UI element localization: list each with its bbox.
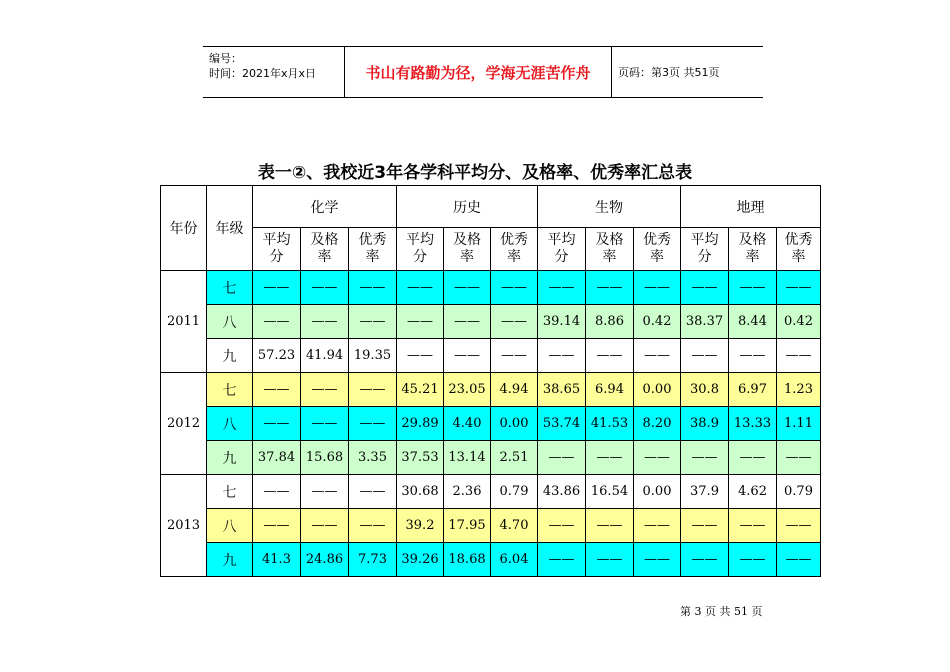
header-motto: 书山有路勤为径，学海无涯苦作舟 bbox=[345, 47, 612, 97]
value-cell: 39.26 bbox=[397, 543, 444, 577]
value-cell: —— bbox=[349, 407, 397, 441]
value-cell: —— bbox=[777, 339, 821, 373]
grade-cell: 八 bbox=[207, 305, 253, 339]
table-row bbox=[161, 339, 821, 373]
year-cell: 2013 bbox=[161, 475, 207, 577]
value-cell: —— bbox=[729, 339, 777, 373]
metric-header bbox=[729, 228, 777, 271]
value-cell: 39.14 bbox=[538, 305, 586, 339]
value-cell: 4.62 bbox=[729, 475, 777, 509]
value-cell: 6.04 bbox=[491, 543, 538, 577]
value-cell: —— bbox=[444, 305, 491, 339]
value-cell: 4.40 bbox=[444, 407, 491, 441]
year-cell: 2011 bbox=[161, 271, 207, 373]
metric-header-row bbox=[161, 228, 821, 271]
value-cell: 0.00 bbox=[491, 407, 538, 441]
table-body bbox=[161, 271, 821, 577]
grade-header: 年级 bbox=[207, 186, 253, 271]
grade-cell: 七 bbox=[207, 475, 253, 509]
value-cell: —— bbox=[349, 305, 397, 339]
value-cell: 2.51 bbox=[491, 441, 538, 475]
metric-header bbox=[586, 228, 634, 271]
value-cell: 41.94 bbox=[301, 339, 349, 373]
value-cell: —— bbox=[729, 441, 777, 475]
value-cell: —— bbox=[397, 339, 444, 373]
value-cell: 2.36 bbox=[444, 475, 491, 509]
grade-cell: 八 bbox=[207, 509, 253, 543]
metric-header-line: 平均 bbox=[690, 232, 719, 248]
metric-header-line: 平均 bbox=[547, 232, 576, 248]
value-cell: —— bbox=[301, 475, 349, 509]
value-cell: 38.9 bbox=[681, 407, 729, 441]
metric-header bbox=[397, 228, 444, 271]
number-label: 编号： bbox=[209, 52, 242, 65]
value-cell: 37.9 bbox=[681, 475, 729, 509]
metric-header-line: 优秀 bbox=[784, 232, 813, 248]
value-cell: —— bbox=[538, 271, 586, 305]
value-cell: —— bbox=[681, 509, 729, 543]
metric-header-line: 分 bbox=[269, 249, 284, 265]
value-cell: —— bbox=[586, 543, 634, 577]
value-cell: 13.14 bbox=[444, 441, 491, 475]
table-row bbox=[161, 407, 821, 441]
value-cell: 29.89 bbox=[397, 407, 444, 441]
table-title: 表一②、我校近3年各学科平均分、及格率、优秀率汇总表 bbox=[257, 163, 693, 183]
value-cell: 4.70 bbox=[491, 509, 538, 543]
header-meta bbox=[203, 47, 345, 97]
value-cell: 8.20 bbox=[634, 407, 681, 441]
metric-header-line: 及格 bbox=[595, 232, 624, 248]
value-cell: —— bbox=[538, 339, 586, 373]
metric-header-line: 率 bbox=[602, 249, 617, 265]
value-cell: 17.95 bbox=[444, 509, 491, 543]
table-row bbox=[161, 509, 821, 543]
value-cell: 41.3 bbox=[253, 543, 301, 577]
metric-header bbox=[634, 228, 681, 271]
subject-header: 地理 bbox=[681, 186, 821, 228]
value-cell: —— bbox=[729, 509, 777, 543]
metric-header-line: 及格 bbox=[310, 232, 339, 248]
grade-cell: 七 bbox=[207, 271, 253, 305]
value-cell: —— bbox=[634, 339, 681, 373]
table-row bbox=[161, 543, 821, 577]
value-cell: —— bbox=[444, 339, 491, 373]
value-cell: 41.53 bbox=[586, 407, 634, 441]
value-cell: —— bbox=[301, 373, 349, 407]
value-cell: —— bbox=[586, 441, 634, 475]
value-cell: 37.53 bbox=[397, 441, 444, 475]
value-cell: 18.68 bbox=[444, 543, 491, 577]
metric-header-line: 率 bbox=[365, 249, 380, 265]
metric-header-line: 率 bbox=[745, 249, 760, 265]
value-cell: —— bbox=[586, 509, 634, 543]
table-row bbox=[161, 441, 821, 475]
value-cell: 30.8 bbox=[681, 373, 729, 407]
value-cell: —— bbox=[397, 271, 444, 305]
value-cell: —— bbox=[634, 509, 681, 543]
value-cell: —— bbox=[777, 441, 821, 475]
value-cell: —— bbox=[586, 271, 634, 305]
grade-cell: 九 bbox=[207, 543, 253, 577]
value-cell: —— bbox=[253, 271, 301, 305]
metric-header bbox=[444, 228, 491, 271]
value-cell: —— bbox=[681, 271, 729, 305]
value-cell: —— bbox=[444, 271, 491, 305]
value-cell: —— bbox=[634, 271, 681, 305]
subject-header: 历史 bbox=[397, 186, 538, 228]
value-cell: 39.2 bbox=[397, 509, 444, 543]
metric-header-line: 率 bbox=[650, 249, 664, 265]
value-cell: 6.94 bbox=[586, 373, 634, 407]
subject-header: 生物 bbox=[538, 186, 681, 228]
value-cell: —— bbox=[729, 543, 777, 577]
year-header: 年份 bbox=[161, 186, 207, 271]
value-cell: 45.21 bbox=[397, 373, 444, 407]
value-cell: —— bbox=[301, 407, 349, 441]
metric-header-line: 优秀 bbox=[643, 232, 671, 248]
value-cell: —— bbox=[538, 441, 586, 475]
value-cell: —— bbox=[538, 543, 586, 577]
metric-header-line: 率 bbox=[507, 249, 521, 265]
value-cell: 0.00 bbox=[634, 475, 681, 509]
value-cell: —— bbox=[777, 509, 821, 543]
metric-header-line: 及格 bbox=[738, 232, 767, 248]
table-row bbox=[161, 305, 821, 339]
metric-header-line: 分 bbox=[697, 249, 712, 265]
metric-header bbox=[349, 228, 397, 271]
metric-header bbox=[491, 228, 538, 271]
value-cell: —— bbox=[634, 441, 681, 475]
value-cell: 23.05 bbox=[444, 373, 491, 407]
metric-header-line: 优秀 bbox=[358, 232, 387, 248]
page-footer: 第 3 页 共 51 页 bbox=[680, 605, 763, 618]
value-cell: —— bbox=[349, 271, 397, 305]
value-cell: 1.23 bbox=[777, 373, 821, 407]
value-cell: 24.86 bbox=[301, 543, 349, 577]
table-row bbox=[161, 271, 821, 305]
value-cell: —— bbox=[349, 475, 397, 509]
value-cell: 3.35 bbox=[349, 441, 397, 475]
metric-header bbox=[538, 228, 586, 271]
value-cell: —— bbox=[253, 475, 301, 509]
value-cell: —— bbox=[253, 373, 301, 407]
value-cell: —— bbox=[777, 543, 821, 577]
metric-header-line: 分 bbox=[413, 249, 427, 265]
metric-header-line: 分 bbox=[554, 249, 569, 265]
grade-cell: 九 bbox=[207, 339, 253, 373]
value-cell: 0.79 bbox=[777, 475, 821, 509]
value-cell: —— bbox=[301, 509, 349, 543]
value-cell: 19.35 bbox=[349, 339, 397, 373]
value-cell: 15.68 bbox=[301, 441, 349, 475]
value-cell: 38.65 bbox=[538, 373, 586, 407]
value-cell: —— bbox=[586, 339, 634, 373]
value-cell: 43.86 bbox=[538, 475, 586, 509]
value-cell: —— bbox=[729, 271, 777, 305]
value-cell: 30.68 bbox=[397, 475, 444, 509]
value-cell: —— bbox=[397, 305, 444, 339]
metric-header-line: 平均 bbox=[262, 232, 291, 248]
metric-header-line: 平均 bbox=[406, 232, 434, 248]
metric-header bbox=[777, 228, 821, 271]
value-cell: 0.00 bbox=[634, 373, 681, 407]
year-cell: 2012 bbox=[161, 373, 207, 475]
value-cell: 0.79 bbox=[491, 475, 538, 509]
summary-table bbox=[160, 185, 821, 577]
value-cell: —— bbox=[301, 305, 349, 339]
value-cell: 13.33 bbox=[729, 407, 777, 441]
metric-header-line: 率 bbox=[317, 249, 332, 265]
value-cell: 57.23 bbox=[253, 339, 301, 373]
value-cell: 7.73 bbox=[349, 543, 397, 577]
value-cell: —— bbox=[777, 271, 821, 305]
table-row bbox=[161, 373, 821, 407]
value-cell: 6.97 bbox=[729, 373, 777, 407]
value-cell: —— bbox=[301, 271, 349, 305]
value-cell: 38.37 bbox=[681, 305, 729, 339]
value-cell: 0.42 bbox=[777, 305, 821, 339]
metric-header bbox=[301, 228, 349, 271]
metric-header-line: 率 bbox=[460, 249, 474, 265]
value-cell: —— bbox=[253, 509, 301, 543]
value-cell: 8.86 bbox=[586, 305, 634, 339]
table-row bbox=[161, 475, 821, 509]
grade-cell: 七 bbox=[207, 373, 253, 407]
header-page-label: 页码：第3页 共51页 bbox=[618, 66, 720, 79]
value-cell: 4.94 bbox=[491, 373, 538, 407]
metric-header bbox=[681, 228, 729, 271]
value-cell: 37.84 bbox=[253, 441, 301, 475]
value-cell: —— bbox=[538, 509, 586, 543]
value-cell: —— bbox=[349, 509, 397, 543]
value-cell: 16.54 bbox=[586, 475, 634, 509]
subject-header: 化学 bbox=[253, 186, 397, 228]
value-cell: —— bbox=[681, 441, 729, 475]
value-cell: —— bbox=[491, 339, 538, 373]
metric-header-line: 及格 bbox=[453, 232, 481, 248]
page-header bbox=[203, 46, 763, 98]
value-cell: 53.74 bbox=[538, 407, 586, 441]
grade-cell: 九 bbox=[207, 441, 253, 475]
value-cell: 8.44 bbox=[729, 305, 777, 339]
value-cell: —— bbox=[681, 339, 729, 373]
value-cell: —— bbox=[349, 373, 397, 407]
value-cell: —— bbox=[634, 543, 681, 577]
grade-cell: 八 bbox=[207, 407, 253, 441]
value-cell: —— bbox=[253, 407, 301, 441]
metric-header-line: 率 bbox=[791, 249, 806, 265]
value-cell: —— bbox=[253, 305, 301, 339]
value-cell: —— bbox=[491, 305, 538, 339]
value-cell: —— bbox=[681, 543, 729, 577]
metric-header-line: 优秀 bbox=[500, 232, 528, 248]
value-cell: 0.42 bbox=[634, 305, 681, 339]
value-cell: —— bbox=[491, 271, 538, 305]
metric-header bbox=[253, 228, 301, 271]
value-cell: 1.11 bbox=[777, 407, 821, 441]
time-label: 时间：2021年x月x日 bbox=[209, 67, 317, 80]
